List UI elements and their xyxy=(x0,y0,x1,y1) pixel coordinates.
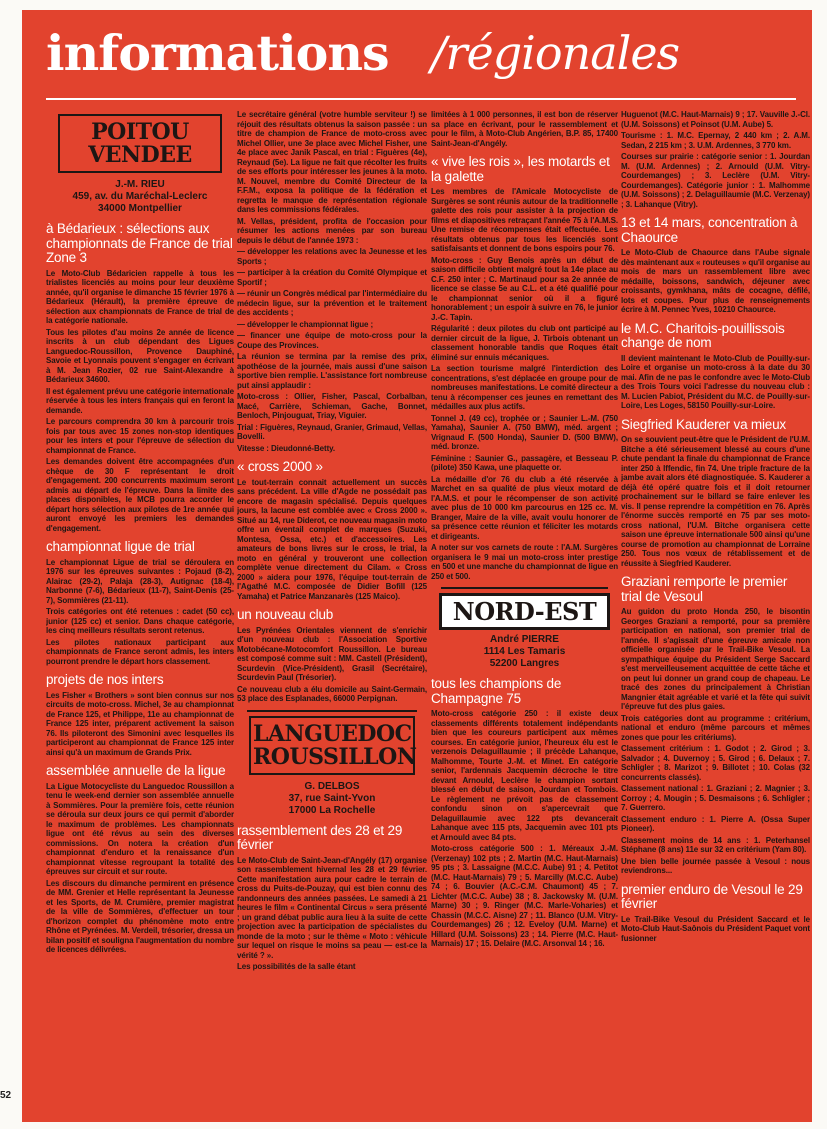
article-paragraph: Le parcours comprendra 30 km à parcourir trois fois par tous avec 15 zones non-stop identiques pour les inters et pour l'épreuve de sélection du championnat de France. xyxy=(46,417,234,455)
correspondent-name: André PIERRE xyxy=(490,634,559,645)
article-paragraph: Tous les pilotes d'au moins 2e année de licence inscrits à un club dépendant des Ligues Languedoc-Roussillon, Provence Dauphiné, Savoie et Lyonnais pouvent s'engager en écrivant à M. Jean Rozier, 02 rue Saint-Alexandre à Bédarieux 34600. xyxy=(46,327,234,384)
article-paragraph: Moto-cross catégorie 250 : il existe deux classements différents totalement indépendants bien que les coureurs participent aux mêmes courses. En catégorie junior, l'heureux élu est le verzenois Delaguillaumie ; il précède Lahanque, Malhomme, Tourte J.-M. et Minet. En catégorie senior, l'ardennais Jacquemin décroche le titre devant Arnould, Leclère le champion sortant blessé en début de saison, Jourdan et Tombois. Le règlement ne prévoit pas de classement confondu sinon on s'apercevrait que Delaguillaumie avec 122 pts devancerait Lahanque avec 115 pts, Jacquemin avec 101 pts et Arnould avec 84 pts. xyxy=(431,709,618,842)
correspondent-street: 1114 Les Tamaris xyxy=(483,646,566,657)
magazine-page xyxy=(22,10,812,1122)
article-heading: 13 et 14 mars, concentration à Chaource xyxy=(621,215,798,245)
article-paragraph: Trois catégories dont au programme : critérium, national et enduro (même parcours et mêmes zones que pour les critériums). xyxy=(621,713,810,742)
article-heading: rassemblement des 28 et 29 février xyxy=(237,822,403,852)
correspondent-name: G. DELBOS xyxy=(304,780,360,792)
column-1 xyxy=(46,110,234,1110)
article-paragraph: Huguenot (M.C. Haut-Marnais) 9 ; 17. Vauville J.-Cl. (U.M. Soissons) et Poinsot (U.M. Aube) 5. xyxy=(621,110,810,129)
article-paragraph: — développer les relations avec la Jeunesse et les Sports ; xyxy=(237,247,427,266)
region-box-languedoc-roussillon xyxy=(249,716,415,775)
article-paragraph: Le Moto-Club de Chaource dans l'Aube signale dès maintenant aux « routeuses » qu'il organise au mois de mars un rassemblement libre avec médaille, boissons, sandwich, déjeuner avec croissants, gymkhana, mâts de cocagne, défilé, lots et coupes. Pour plus de renseignements écrire à M. Pennec Yves, 10210 Chaource. xyxy=(621,248,810,314)
article-paragraph: Au guidon du proto Honda 250, le bisontin Georges Graziani a remporté, pour sa première participation en national, son premier trial de l'année. Il s'agissait d'une épreuve amicale non officielle organisée par le Trail-Bike Vesoul. La sympathique équipe du Président Serge Saccard s'est merveilleusement acquittée de cette tâche et on peut lui donner un grand coup de chapeau. Le tracé des zones du principalement à Christian Mangnier était agréable et varié et la fête qui suivit l'épreuve fut des plus gaies. xyxy=(621,607,810,711)
article-heading: un nouveau club xyxy=(237,607,334,622)
correspondent-address xyxy=(46,179,234,215)
article-paragraph: Tourisme : 1. M.C. Epernay, 2 440 km ; 2. A.M. Sedan, 2 215 km ; 3. U.M. Ardennes, 3 770 km. xyxy=(621,131,810,150)
region-title-line: LANGUEDOC xyxy=(253,720,412,747)
article-heading: à Bédarieux : sélections aux championnats de France de trial Zone 3 xyxy=(46,221,233,265)
article-paragraph: Les Fisher « Brothers » sont bien connus sur nos circuits de moto-cross. Michel, 3e au championnat de France 125, et Philippe, 11e au championnat de France 125 inter, préparent activement la saison 76. Ils piloteront des Simonini avec lesquelles ils participeront au championnat de France 125 inter ainsi qu'à un maximum de Grands Prix. xyxy=(46,690,234,757)
article-paragraph: limitées à 1 000 personnes, il est bon de réserver sa place en écrivant, pour le rassemblement et pour le film, à Moto-Club Angérien, B.P. 85, 17400 Saint-Jean-d'Angély. xyxy=(431,110,618,148)
region-title-line: VENDEE xyxy=(88,142,192,168)
article-paragraph: Trial : Figuères, Reynaud, Granier, Grimaud, Vellas, Bovelli. xyxy=(237,422,427,441)
article-paragraph: Le championnat Ligue de trial se déroulera en 1976 sur les épreuves suivantes : Pojaud (8-2), Alairac (29-2), Palaja (28-3), Autignac (18-4), Narbonne (7-6), Bédarieux (11-7), Saint-Denis (25-7), Sommières (21-11). xyxy=(46,557,234,605)
correspondent-street: 459, av. du Maréchal-Leclerc xyxy=(72,191,208,202)
article-paragraph: Les demandes doivent être accompagnées d'un chèque de 30 F représentant le droit d'engagement. 200 concurrents maximum seront admis au départ de l'épreuve. Dans la limite des places disponibles, le MCB pourra accorder le départ hors sélection aux pilotes de 1re année qui auront envoyé les premiers les demandes d'engagement. xyxy=(46,457,234,533)
article-paragraph: Classement enduro : 1. Pierre A. (Ossa Super Pioneer). xyxy=(621,814,810,833)
column-4 xyxy=(621,110,810,1110)
article-heading: assemblée annuelle de la ligue xyxy=(46,763,226,778)
masthead-title: informations xyxy=(46,24,389,82)
article-paragraph: Classement national : 1. Graziani ; 2. Magnier ; 3. Corroy ; 4. Mougin ; 5. Desmaisons ; 6. Schligler ; 7. Guerrero. xyxy=(621,784,810,812)
article-paragraph: Une bien belle journée passée à Vesoul : nous reviendrons... xyxy=(621,856,810,875)
region-box-nord-est xyxy=(439,593,610,630)
article-paragraph: Le tout-terrain connait actuellement un succès sans précédent. La ville d'Agde ne possédait pas encore de magasin spécialisé. Depuis quelques jours, la lacune est comblée avec « Cross 2000 ». Situé au 14, rue Diderot, ce nouveau magasin moto offre un éventail complet de marques (Suzuki, Montesa, Ossa, etc.) et d'accessoires. Les amateurs de bons livres sur le cross, le trial, la moto en général y trouveront une collection complète venue directement du Cilam. « Cross 2000 » aidera pour 1976, l'équipe tout-terrain de l'Agathé M.C. composée de Didier Bofill (125 Yamaha) et Patrice Manzanarès (125 Maico). xyxy=(237,477,427,601)
article-paragraph: Féminine : Saunier G., passagère, et Besseau P. (pilote) 350 Kawa, une plaquette or. xyxy=(431,453,618,472)
article-paragraph: La section tourisme malgré l'interdiction des concentrations, s'est déplacée en groupe pour de nombreuses manifestations. Le comité directeur a tenu à récompenser ces jeunes en remettant des médailles aux plus actifs. xyxy=(431,364,618,411)
article-paragraph: Ce nouveau club a élu domicile au Saint-Germain, 53 place des Esplanades, 66000 Perpignan. xyxy=(237,684,427,703)
correspondent-address xyxy=(237,781,427,817)
article-paragraph: Il devient maintenant le Moto-Club de Pouilly-sur-Loire et organise un moto-cross à la date du 30 mai. Afin de ne pas le confondre avec le Moto-Club des Trois Tours voici l'adresse du nouveau club : M. Lucien Pabiot, Président du M.C. de Pouilly-sur-Loire, Les Loges, 58150 Pouilly-sur-Loire. xyxy=(621,353,810,410)
article-heading: premier enduro de Vesoul le 29 février xyxy=(621,881,803,911)
article-paragraph: — réunir un Congrès médical par l'intermédiaire du médecin ligue, sur la prévention et le traitement des accidents ; xyxy=(237,289,427,317)
column-3 xyxy=(431,110,618,1110)
article-paragraph: Moto-cross : Ollier, Fisher, Pascal, Corbalban, Macé, Carrière, Schieman, Gache, Bonnet, Benloch, Pinjouguat, Triay, Viguier. xyxy=(237,392,427,420)
article-paragraph: La médaille d'or 76 du club a été réservée à Marchet en sa qualité de plus vieux motard de l'A.M.S. et pour le récompenser de son activité avec plus de 10 000 km parcourus en 125 cc. M. Branger, Maire de la ville, avait voulu honorer de sa présence cette réunion et féliciter les motards et dirigeants. xyxy=(431,474,618,541)
region-title-line: ROUSSILLON xyxy=(253,743,417,770)
article-paragraph: Il est également prévu une catégorie internationale réservée à tous les inters français qui en feront la demande. xyxy=(46,386,234,415)
article-paragraph: Le Trail-Bike Vesoul du Président Saccard et le Moto-Club Haut-Saônois du Président Paquet vont fusionner xyxy=(621,914,810,943)
correspondent-name: J.-M. RIEU xyxy=(115,179,165,190)
correspondent-address xyxy=(431,634,618,670)
article-paragraph: La Ligue Motocycliste du Languedoc Roussillon a tenu le week-end dernier son assemblée annuelle à Sommières. Pour la première fois, cette réunion se déroula sur deux jours ce qui permit d'aborder le maximum de problèmes. Les championnats ligue ont été révus au sein des diverses commissions. On notera la création d'un championnat d'enduro et la renaissance d'un championnat vitesse regroupant la totalité des épreuves sur circuit et sur route. xyxy=(46,781,234,876)
article-paragraph: Le Moto-Club de Saint-Jean-d'Angély (17) organise son rassemblement hivernal les 28 et 29 février. Cette manifestation aura pour cadre le terrain de cross du Puits-de-Pouzay, qui est bien connu des randonneurs des années passées. Le samedi à 21 heures le film « Continental Circus » sera présenté ; un grand débat public aura lieu à la suite de cette projection avec la participation de spécialistes du monde de la moto ; sur le thème « Moto : véhicule sur lequel on risque le moins sa peau — est-ce la vérité ? ». xyxy=(237,855,427,960)
correspondent-street: 37, rue Saint-Yvon xyxy=(288,792,376,804)
article-paragraph: Les membres de l'Amicale Motocycliste de Surgères se sont réunis autour de la traditionnelle galette des rois pour assister à la projection de films et diapositives retraçant l'année 75 à l'A.M.S. Une remise de récompenses était effectuée. Les résultats obtenus par tous les licenciés sont satisfaisants et donnent de bons espoirs pour 76. xyxy=(431,187,618,253)
article-heading: « cross 2000 » xyxy=(237,459,323,474)
article-paragraph: Courses sur prairie : catégorie senior : 1. Jourdan M. (U.M. Ardennes) ; 2. Arnould (U.M. Vitry-Courdemanges) ; 3. Leclère (U.M. Vitry-Courdemanges). Catégorie junior : 1. Malhomme (U.M. Soissons) ; 2. Delaguillaumie (M.C. Verzenay) ; 3. Lahanque (Vitry). xyxy=(621,152,810,209)
region-title-line: NORD-EST xyxy=(452,597,597,626)
article-paragraph: — participer à la création du Comité Olympique et Sportif ; xyxy=(237,268,427,287)
article-heading: tous les champions de Champagne 75 xyxy=(431,676,562,706)
article-paragraph: Le secrétaire général (votre humble serviteur !) se réjouit des résultats obtenus la saison passée : un titre de champion de France de moto-cross avec Michel Ollier, une 3e place avec Michel Fisher, une 4e place avec Janik Pascal, en trial : Figuères (4e), Reynaud (5e). La ligue ne fait que récolter les fruits de ses efforts pour intéresser les jeunes à la moto. M. Nouvel, membre du Comité Directeur de la F.F.M., exposa la politique de la fédération et regretta le manque de représentation régionale dans les commissions fédérales. xyxy=(237,110,427,214)
article-paragraph: La réunion se termina par la remise des prix, apothéose de la journée, mais aussi d'une saison sportive bien remplie. L'assistance fort nombreuse put ainsi applaudir : xyxy=(237,352,427,390)
article-paragraph: Les possibilités de la salle étant xyxy=(237,962,356,971)
article-paragraph: — développer le championnat ligue ; xyxy=(237,319,374,329)
article-paragraph: Tonnel J. (49 cc), trophée or ; Saunier L.-M. (750 Yamaha), Saunier A. (750 BMW), méd. argent ; Vrignaud F. (500 Honda), Saunier D. (500 BMW), méd. bronze. xyxy=(431,413,618,451)
region-title-line: POITOU xyxy=(91,119,189,145)
article-heading: « vive les rois », les motards et la galette xyxy=(431,154,610,184)
column-2 xyxy=(237,110,427,1110)
region-box-poitou-vendee xyxy=(58,114,222,173)
article-paragraph: Moto-cross catégorie 500 : 1. Méreaux J.-M. (Verzenay) 102 pts ; 2. Martin (M.C. Haut-Marnais) 95 pts ; 3. Lassaigne (M.C.C. Aube) 91 ; 4. Petitot (M.C. Haut-Marnais) 79 ; 5. Marcilly (M.C.C. Aube) 74 ; 6. Bouvier (A.C.-C.M. Chaumont) 45 ; 7. Lichter (M.C.C. Aube) 38 ; 8. Jackowsky M. (U.M. Marne) 30 ; 9. Ringer (M.C. Marle-Voharies) et Chassin (M.C.C. Aisne) 27 ; 11. Blanco (U.M. Vitry-Courdemanges) 26 ; 12. Eveloy (U.M. Marne) et Hillard (U.M. Soissons) 23 ; 14. Pierre (M.C. Haut-Marnais) 17 ; 15. Delaire (M.C. Arsonval 14 ; 16. xyxy=(431,844,618,948)
masthead-subtitle: /régionales xyxy=(431,26,680,80)
article-heading: championnat ligue de trial xyxy=(46,539,195,554)
article-paragraph: Vitesse : Dieudonné-Betty. xyxy=(237,443,336,453)
article-heading: projets de nos inters xyxy=(46,672,164,687)
article-paragraph: Régularité : deux pilotes du club ont participé au dernier circuit de la ligue, J. Tirbois obtenant un classement honorable tandis que Roques était éliminé sur ennuis mécaniques. xyxy=(431,324,618,362)
correspondent-city: 17000 La Rochelle xyxy=(288,804,376,816)
page-number: 52 xyxy=(0,1090,12,1101)
correspondent-city: 34000 Montpellier xyxy=(98,203,182,214)
article-paragraph: Les discours du dimanche permirent en présence de MM. Grenier et Helle représentant la Jeunesse et les Sports, de M. Crumière, premier magistrat de la ville de Sommières, d'effectuer un tour d'horizon complet du phénomène moto entre Rhône et Pyrénées. M. Verdeil, trésorier, dressa un bilan positif et souligna l'augmentation du nombre de licences délivrées. xyxy=(46,878,234,954)
article-paragraph: M. Vellas, président, profita de l'occasion pour résumer les actions menées par son bureau depuis le début de l'année 1973 : xyxy=(237,216,427,245)
section-divider xyxy=(441,587,608,589)
article-paragraph: Classement critérium : 1. Godot ; 2. Girod ; 3. Salvador ; 4. Duvernoy ; 5. Girod ; 6. Delaux ; 7. Schligler ; 8. Marizot ; 9. Billotet ; 10. Colas (32 concurrents classés). xyxy=(621,744,810,782)
article-paragraph: — financer une équipe de moto-cross pour la Coupe des Provinces. xyxy=(237,331,427,350)
article-paragraph: Les Pyrénées Orientales viennent de s'enrichir d'un nouveau club : l'Association Sportive Motobécane-Motocomfort Roussillon. Le bureau est composé comme suit : MM. Castell (Président), Scurdevin (Vice-Président), Grasil (Secrétaire), Scurdevin Paul (Trésorier). xyxy=(237,625,427,682)
masthead xyxy=(46,24,796,84)
article-heading: le M.C. Charitois-pouillissois change de nom xyxy=(621,320,785,350)
article-heading: Siegfried Kauderer va mieux xyxy=(621,416,786,432)
masthead-rule xyxy=(46,98,796,100)
article-paragraph: On se souvient peut-être que le Président de l'U.M. Bitche a été sérieusement blessé au cours d'une chute pendant la finale du championnat de France inter 250 à Iffendic, fin 74. Une triple fracture de la jambe avait alors été diagnostiquée. S. Kauderer a déjà été opéré quatre fois et il doit retourner prochainement sur le billard se faire enlever les vis. Il pense reprendre la compétition en 76. Après l'énorme succès remporté en 75 par ses moto-cross national, l'U.M. Bitche organisera cette saison une épreuve internationale 500 ainsi qu'une course de promotion au championnat de Lorraine 250. Tous nos vœux de rétablissement et de réussite à Siegfried Kauderer. xyxy=(621,435,810,568)
article-paragraph: Classement moins de 14 ans : 1. Peterhansel Stéphane (8 ans) 11e sur 32 en critérium (Yam 80). xyxy=(621,835,810,854)
article-heading: Graziani remporte le premier trial de Vesoul xyxy=(621,574,788,604)
correspondent-city: 52200 Langres xyxy=(489,658,560,669)
article-paragraph: Trois catégories ont été retenues : cadet (50 cc), junior (125 cc) et senior. Dans chaque catégorie, les cinq meilleurs résultats seront retenus. xyxy=(46,607,234,635)
article-paragraph: Les pilotes nationaux participant aux championnats de France seront admis, les inters pourront prendre le départ hors classement. xyxy=(46,637,234,666)
article-paragraph: A noter sur vos carnets de route : l'A.M. Surgères organisera le 9 mai un moto-cross inter prestige en 500 et une manche du championnat de ligue en 250 et 500. xyxy=(431,543,618,581)
article-paragraph: Le Moto-Club Bédaricien rappelle à tous les trialistes licenciés au moins pour leur deuxième année, qu'il organise le dimanche 15 février 1976 à Bédarieux (Hérault), la première épreuve de sélection aux championnats de France de trial de la catégorie nationale. xyxy=(46,268,234,325)
section-divider xyxy=(247,710,417,712)
article-paragraph: Moto-cross : Guy Benois après un début de saison difficile obtient malgré tout la 14e place au C.F. 250 inter ; C. Martinaud pour sa 2e année de licence se classe 5e au C.L. et a été qualifié pour le championnat senior où il a figuré honorablement ; un espoir à suivre en 76, le junior J.-C. Tapin. xyxy=(431,255,618,322)
